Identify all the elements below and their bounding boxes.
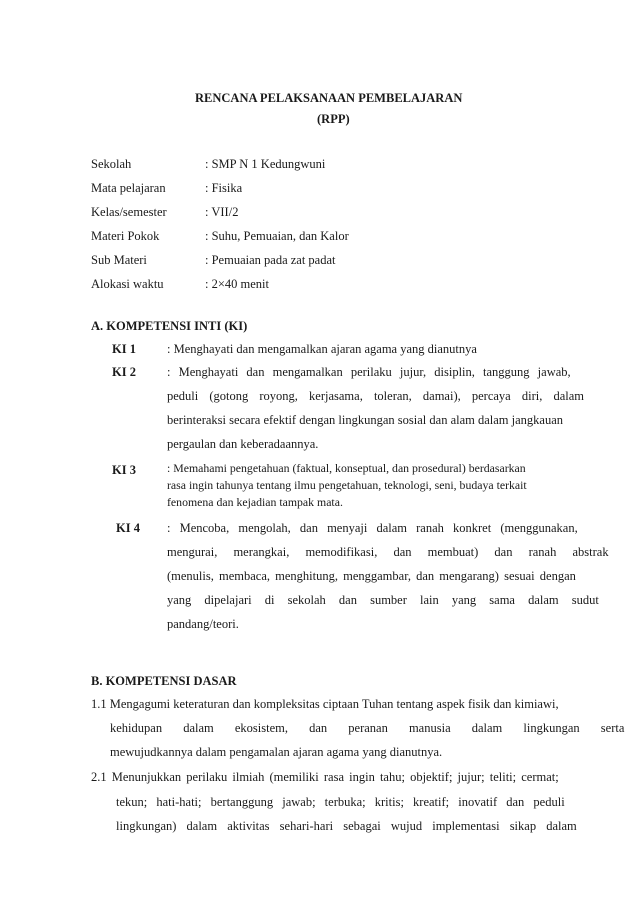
- kd-text-line: mewujudkannya dalam pengamalan ajaran agama yang dianutnya.: [110, 745, 443, 759]
- identity-label: Alokasi waktu: [91, 277, 164, 291]
- ki-text-line: (menulis, membaca, menghitung, menggambar, dan mengarang) sesuai dengan: [167, 569, 576, 583]
- ki-text-line: fenomena dan kejadian tampak mata.: [167, 495, 343, 509]
- kd-text-line: kehidupan dalam ekosistem, dan peranan manusia dalam lingkungan serta: [110, 721, 625, 735]
- identity-value: : Suhu, Pemuaian, dan Kalor: [205, 229, 349, 243]
- ki-text-line: : Menghayati dan mengamalkan perilaku jujur, disiplin, tanggung jawab,: [167, 365, 571, 379]
- page-subtitle: (RPP): [317, 112, 350, 126]
- ki-text-line: : Memahami pengetahuan (faktual, konseptual, dan prosedural) berdasarkan: [167, 461, 526, 475]
- identity-value: : Fisika: [205, 181, 243, 195]
- identity-label: Materi Pokok: [91, 229, 160, 243]
- kd-text-line: 1.1 Mengagumi keteraturan dan kompleksitas ciptaan Tuhan tentang aspek fisik dan kimiawi,: [91, 697, 559, 711]
- kd-text-line: lingkungan) dalam aktivitas sehari-hari sebagai wujud implementasi sikap dalam: [116, 819, 577, 833]
- ki-text-line: pandang/teori.: [167, 617, 239, 631]
- identity-label: Kelas/semester: [91, 205, 167, 219]
- page-title: RENCANA PELAKSANAAN PEMBELAJARAN: [195, 91, 463, 105]
- identity-value: : SMP N 1 Kedungwuni: [205, 157, 326, 171]
- identity-label: Sekolah: [91, 157, 132, 171]
- ki-code: KI 3: [112, 463, 136, 477]
- ki-text-line: : Mencoba, mengolah, dan menyaji dalam ranah konkret (menggunakan,: [167, 521, 578, 535]
- ki-text-line: mengurai, merangkai, memodifikasi, dan membuat) dan ranah abstrak: [167, 545, 609, 559]
- ki-text-line: peduli (gotong royong, kerjasama, toleran, damai), percaya diri, dalam: [167, 389, 584, 403]
- identity-label: Mata pelajaran: [91, 181, 166, 195]
- ki-text-line: rasa ingin tahunya tentang ilmu pengetahuan, teknologi, seni, budaya terkait: [167, 478, 527, 492]
- ki-code: KI 1: [112, 342, 136, 356]
- ki-text-line: pergaulan dan keberadaannya.: [167, 437, 319, 451]
- ki-code: KI 2: [112, 365, 136, 379]
- identity-value: : 2×40 menit: [205, 277, 269, 291]
- ki-text-line: berinteraksi secara efektif dengan lingkungan sosial dan alam dalam jangkauan: [167, 413, 564, 427]
- identity-value: : Pemuaian pada zat padat: [205, 253, 336, 267]
- kd-text-line: tekun; hati-hati; bertanggung jawab; terbuka; kritis; kreatif; inovatif dan peduli: [116, 795, 565, 809]
- identity-value: : VII/2: [205, 205, 239, 219]
- section-b-heading: B. KOMPETENSI DASAR: [91, 674, 237, 688]
- ki-text-line: yang dipelajari di sekolah dan sumber lain yang sama dalam sudut: [167, 593, 599, 607]
- section-a-heading: A. KOMPETENSI INTI (KI): [91, 319, 248, 333]
- identity-label: Sub Materi: [91, 253, 147, 267]
- ki-text-line: : Menghayati dan mengamalkan ajaran agama yang dianutnya: [167, 342, 477, 356]
- ki-code: KI 4: [116, 521, 140, 535]
- kd-text-line: 2.1 Menunjukkan perilaku ilmiah (memiliki rasa ingin tahu; objektif; jujur; teliti; cermat;: [91, 770, 559, 784]
